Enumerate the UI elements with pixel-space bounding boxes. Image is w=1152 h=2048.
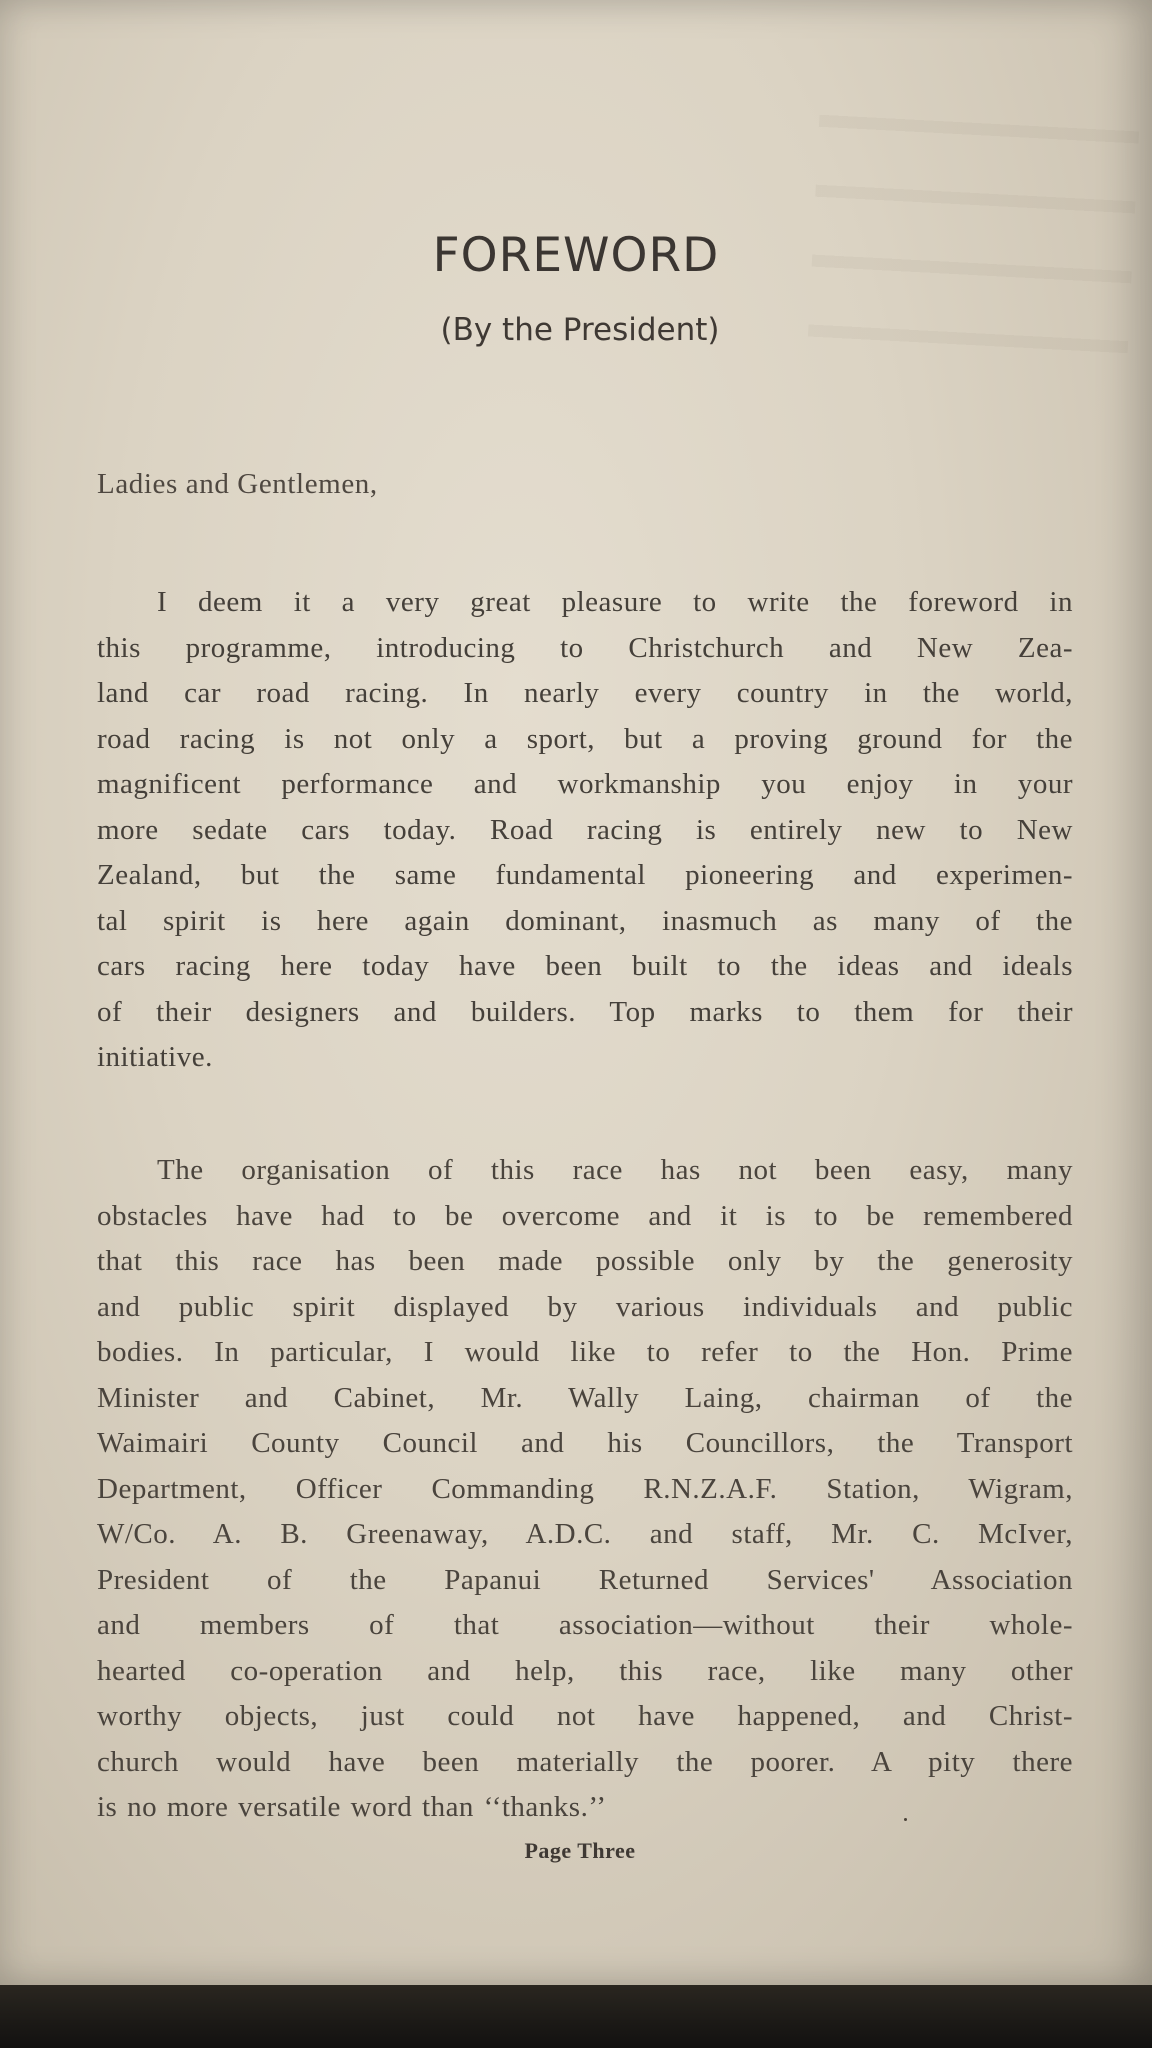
- text-line: this programme, introducing to Christchurch and New Zea-: [97, 631, 1073, 664]
- text-line: church would have been materially the poorer. A pity there: [97, 1745, 1073, 1778]
- text-line: W/Co. A. B. Greenaway, A.D.C. and staff, Mr. C. McIver,: [97, 1518, 1073, 1550]
- text-line: of their designers and builders. Top marks to them for their: [97, 995, 1073, 1028]
- text-line: more sedate cars today. Road racing is entirely new to New: [97, 813, 1073, 846]
- paragraph-1: [97, 580, 1073, 1081]
- page-number: Page Three: [524, 1838, 636, 1863]
- text-line: worthy objects, just could not have happened, and Christ-: [97, 1700, 1073, 1732]
- text-line: President of the Papanui Returned Services' Association: [97, 1563, 1073, 1596]
- table-background: [0, 1985, 1152, 2048]
- text-line: I deem it a very great pleasure to write the foreword in: [157, 586, 1073, 618]
- text-line: tal spirit is here again dominant, inasmuch as many of the: [97, 904, 1073, 937]
- text-line: that this race has been made possible only by the generosity: [97, 1245, 1073, 1277]
- text-line: cars racing here today have been built to the ideas and ideals: [97, 950, 1073, 982]
- salutation: Ladies and Gentlemen,: [97, 468, 378, 500]
- text-line: hearted co-operation and help, this race, like many other: [97, 1654, 1073, 1687]
- paragraph-2: [97, 1148, 1073, 1831]
- print-speck: [904, 1818, 907, 1821]
- text-line: and members of that association—without their whole-: [97, 1609, 1073, 1641]
- text-line: and public spirit displayed by various individuals and public: [97, 1290, 1073, 1323]
- text-line: initiative.: [97, 1041, 213, 1073]
- text-line: obstacles have had to be overcome and it is to be remembered: [97, 1199, 1073, 1232]
- page-title: FOREWORD: [432, 228, 720, 283]
- text-line: Minister and Cabinet, Mr. Wally Laing, chairman of the: [97, 1381, 1073, 1414]
- text-line: Zealand, but the same fundamental pioneering and experimen-: [97, 859, 1073, 891]
- text-line: road racing is not only a sport, but a proving ground for the: [97, 722, 1073, 755]
- text-line: magnificent performance and workmanship you enjoy in your: [97, 768, 1073, 800]
- text-line: land car road racing. In nearly every country in the world,: [97, 677, 1073, 709]
- text-line: Waimairi County Council and his Councillors, the Transport: [97, 1427, 1073, 1459]
- text-line: The organisation of this race has not been easy, many: [157, 1154, 1073, 1186]
- text-line: is no more versatile word than ‘‘thanks.’’: [97, 1791, 607, 1823]
- text-line: Department, Officer Commanding R.N.Z.A.F. Station, Wigram,: [97, 1472, 1073, 1505]
- text-line: bodies. In particular, I would like to refer to the Hon. Prime: [97, 1336, 1073, 1368]
- page-subtitle: (By the President): [440, 312, 720, 348]
